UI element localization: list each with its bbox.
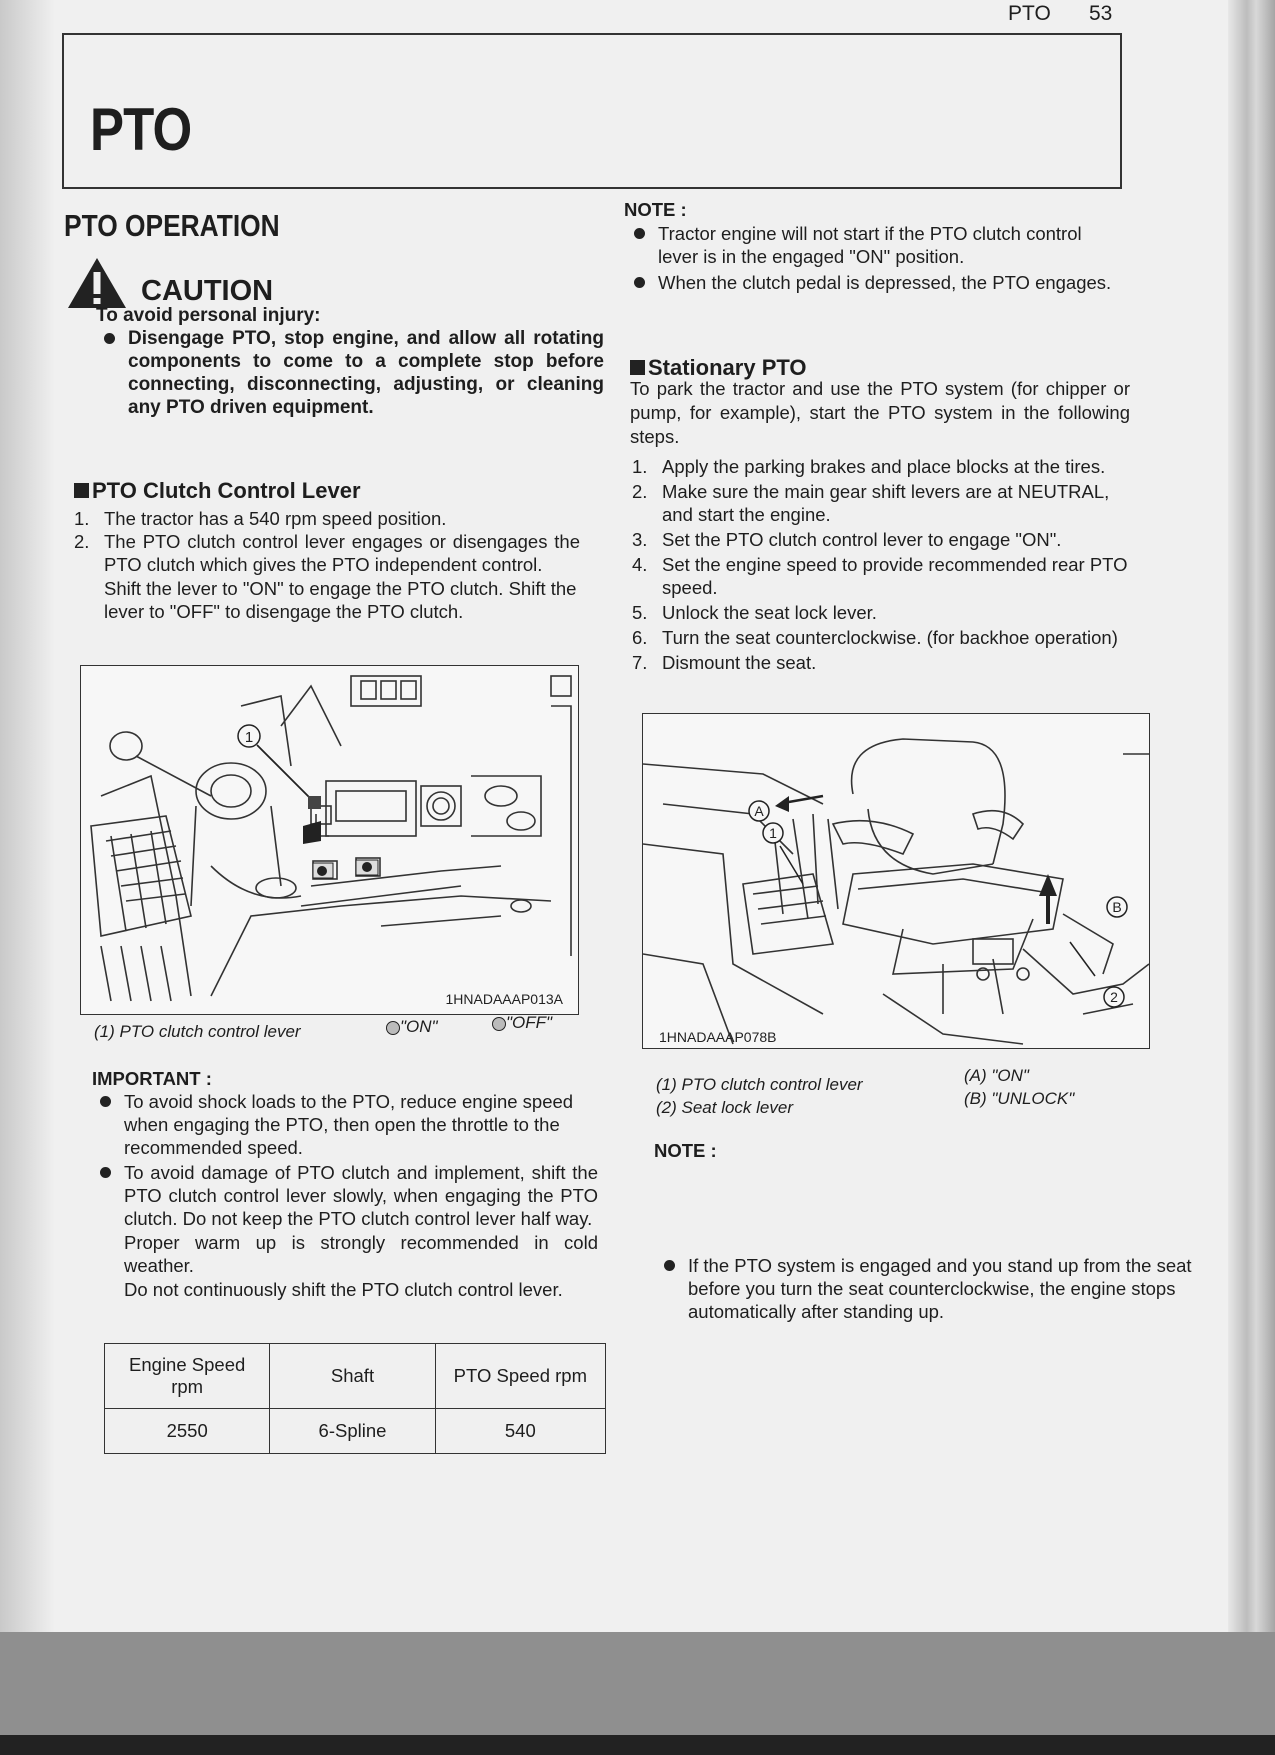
step-text: Turn the seat counterclockwise. (for backhoe operation) xyxy=(662,627,1118,648)
scanner-border xyxy=(0,1735,1275,1755)
stationary-heading-text: Stationary PTO xyxy=(648,355,807,380)
heading-square-icon xyxy=(74,483,89,498)
bullet-dot xyxy=(664,1260,675,1271)
list-item: 1. Apply the parking brakes and place blocks at the tires. xyxy=(632,456,1106,477)
list-item-continued xyxy=(74,577,580,623)
list-item: 5. Unlock the seat lock lever. xyxy=(632,602,877,623)
pto-off-icon xyxy=(492,1017,506,1031)
step-text: Set the PTO clutch control lever to engage "ON". xyxy=(662,529,1062,550)
figure2-caption: (A) "ON" xyxy=(964,1066,1029,1085)
note2-bullet-wrap xyxy=(688,1235,1192,1323)
off-label: "OFF" xyxy=(506,1013,553,1032)
figure1-caption: (1) PTO clutch control lever xyxy=(94,1022,301,1041)
bullet-dot xyxy=(100,1167,111,1178)
step-text: Apply the parking brakes and place blocks at the tires. xyxy=(662,456,1106,477)
list-item: 2. Make sure the main gear shift levers are at NEUTRAL, and start the engine. xyxy=(632,481,1110,525)
figure1-marker: 1 xyxy=(244,729,254,746)
figure2-captions-right xyxy=(964,1064,1074,1110)
stationary-steps xyxy=(632,455,1134,674)
caution-bullet xyxy=(98,327,604,419)
note1-bullet xyxy=(628,271,1125,294)
table-cell: 540 xyxy=(435,1409,605,1454)
figure-pto-lever xyxy=(80,665,579,1015)
title-box xyxy=(62,33,1122,189)
figure1-on-legend xyxy=(386,1017,438,1037)
seat-lever-illustration xyxy=(643,714,1149,1048)
pto-speed-table xyxy=(104,1343,606,1454)
table-header-cell: Shaft xyxy=(270,1344,435,1409)
page-edge xyxy=(1228,0,1275,1632)
figure2-caption: (1) PTO clutch control lever xyxy=(656,1075,863,1094)
pto-lever-illustration xyxy=(81,666,578,1014)
figure2-caption: (B) "UNLOCK" xyxy=(964,1089,1075,1108)
figure2-marker-1: 1 xyxy=(769,825,777,841)
figure2-caption: (2) Seat lock lever xyxy=(656,1098,793,1117)
figure2-captions-left xyxy=(656,1073,863,1119)
table-header-cell: PTO Speed rpm xyxy=(435,1344,605,1409)
note1-label: NOTE : xyxy=(624,199,687,220)
important-bullet-text: To avoid shock loads to the PTO, reduce engine speed when engaging the PTO, then open the throttle to the recommended speed. xyxy=(124,1091,574,1158)
bullet-dot xyxy=(100,1096,111,1107)
list-item: 3. Set the PTO clutch control lever to engage "ON". xyxy=(632,529,1062,550)
figure1-off-legend xyxy=(492,1013,552,1033)
important-extra: Proper warm up is strongly recommended in cold weather. xyxy=(124,1232,598,1276)
pto-on-icon xyxy=(386,1021,400,1035)
on-label: "ON" xyxy=(400,1017,438,1036)
table-cell: 2550 xyxy=(105,1409,270,1454)
bullet-dot xyxy=(634,277,645,288)
binding-shadow xyxy=(0,0,55,1632)
list-item: 2. The PTO clutch control lever engages or disengages the PTO clutch which gives the PTO independent control. xyxy=(74,531,580,575)
important-label: IMPORTANT : xyxy=(92,1068,212,1089)
step-text: Dismount the seat. xyxy=(662,652,817,673)
figure2-marker-2: 2 xyxy=(1110,989,1118,1005)
list-item-text: Shift the lever to "ON" to engage the PTO clutch. Shift the lever to "OFF" to disengage the PTO clutch. xyxy=(104,578,577,622)
clutch-lever-list xyxy=(74,507,580,623)
running-header-section: PTO xyxy=(1008,2,1051,25)
list-item: 1. The tractor has a 540 rpm speed position. xyxy=(74,508,447,529)
bullet-dot xyxy=(104,333,115,344)
step-text: Unlock the seat lock lever. xyxy=(662,602,877,623)
note1-list xyxy=(628,208,1125,294)
clutch-lever-heading-text: PTO Clutch Control Lever xyxy=(92,478,361,503)
table-row xyxy=(105,1409,606,1454)
note2-bullet-text: If the PTO system is engaged and you stand up from the seat before you turn the seat counterclockwise, the engine stops automatically after standing up. xyxy=(688,1255,1192,1322)
warning-triangle-icon xyxy=(66,256,128,310)
heading-square-icon xyxy=(630,360,645,375)
important-bullet xyxy=(94,1090,598,1159)
figure1-code: 1HNADAAAP013A xyxy=(445,991,563,1007)
note1-bullet-text: When the clutch pedal is depressed, the PTO engages. xyxy=(658,272,1112,293)
note2-label: NOTE : xyxy=(654,1140,717,1161)
note1-bullet-text: Tractor engine will not start if the PTO clutch control lever is in the engaged "ON" position. xyxy=(658,223,1082,267)
step-text: Make sure the main gear shift levers are at NEUTRAL, and start the engine. xyxy=(662,481,1110,525)
figure2-code: 1HNADAAAP078B xyxy=(659,1029,777,1045)
section-title: PTO OPERATION xyxy=(64,208,280,243)
caution-intro: To avoid personal injury: xyxy=(96,305,321,326)
important-bullet-text: To avoid damage of PTO clutch and implement, shift the PTO clutch control lever slowly, when engaging the PTO clutch. Do not keep the PTO clutch control lever half way. xyxy=(124,1162,598,1229)
caution-label: CAUTION xyxy=(141,275,274,307)
figure2-marker-a: A xyxy=(754,803,764,819)
list-item: 6. Turn the seat counterclockwise. (for backhoe operation) xyxy=(632,627,1118,648)
figure-seat-lever xyxy=(642,713,1150,1049)
important-bullet xyxy=(94,1161,598,1230)
important-list xyxy=(94,1071,598,1301)
list-item-text: The tractor has a 540 rpm speed position. xyxy=(104,508,447,529)
list-item: 7. Dismount the seat. xyxy=(632,652,817,673)
step-text: Set the engine speed to provide recommended rear PTO speed. xyxy=(662,554,1128,598)
page-title: PTO xyxy=(90,96,192,163)
table-header-row xyxy=(105,1344,606,1409)
table-cell: 6-Spline xyxy=(270,1409,435,1454)
list-item-text: The PTO clutch control lever engages or disengages the PTO clutch which gives the PTO independent control. xyxy=(104,531,580,575)
page-number: 53 xyxy=(1089,2,1113,25)
note2-bullet xyxy=(658,1235,1192,1323)
list-item: 4. Set the engine speed to provide recommended rear PTO speed. xyxy=(632,554,1128,598)
bullet-dot xyxy=(634,228,645,239)
note1-bullet xyxy=(628,222,1125,268)
table-header-cell: Engine Speed rpm xyxy=(105,1344,270,1409)
caution-text: Disengage PTO, stop engine, and allow all rotating components to come to a complete stop before connecting, disconnecting, adjusting, or cleaning any PTO driven equipment. xyxy=(128,328,604,418)
figure2-marker-b: B xyxy=(1112,899,1122,915)
clutch-lever-heading xyxy=(74,478,361,504)
important-extra: Do not continuously shift the PTO clutch control lever. xyxy=(124,1279,563,1300)
stationary-intro: To park the tractor and use the PTO system (for chipper or pump, for example), start the PTO system in the following steps. xyxy=(630,378,1130,447)
